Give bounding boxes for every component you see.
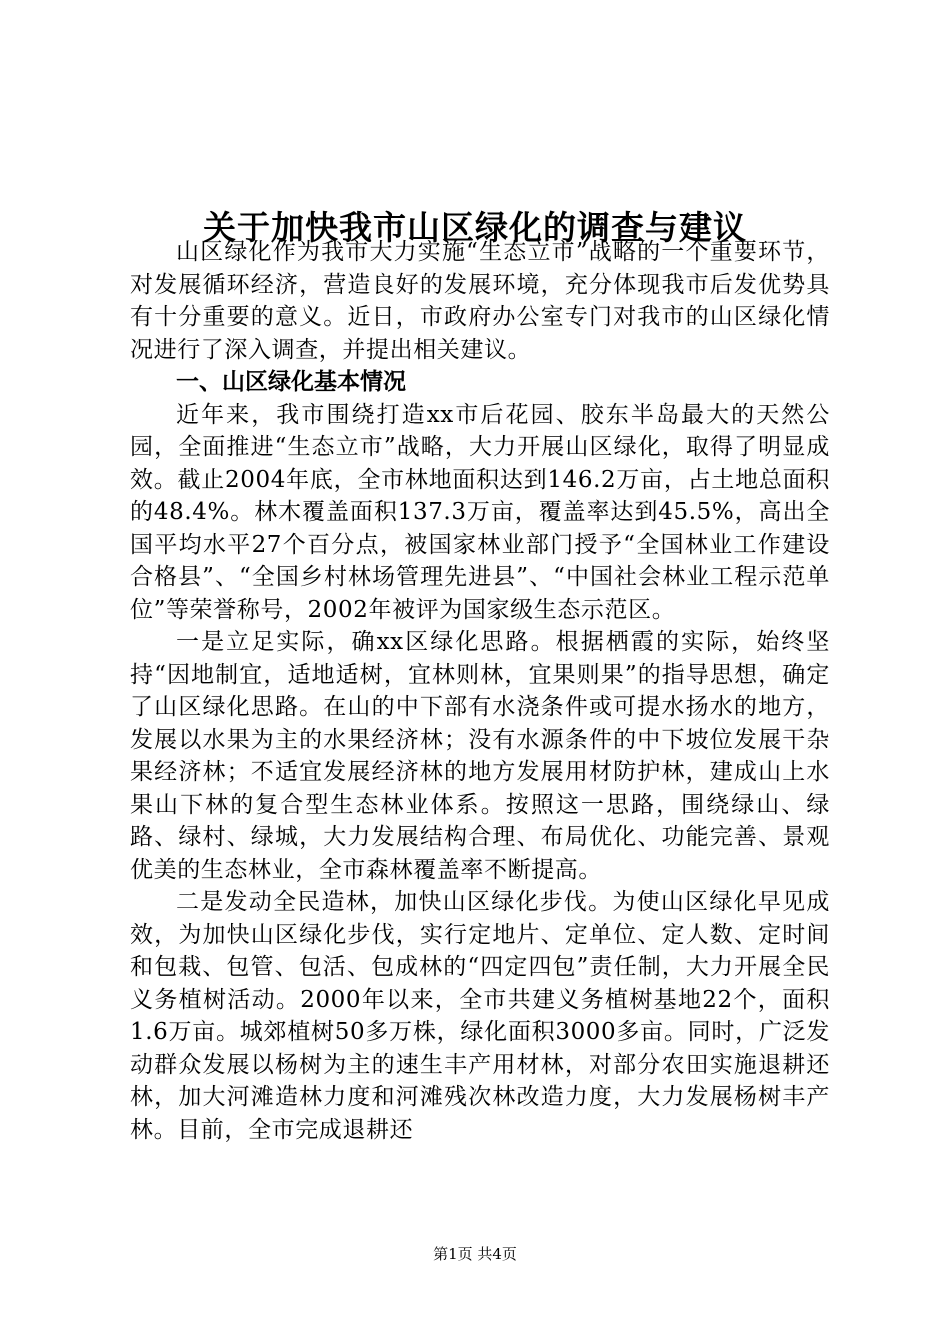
- section-heading: 一、山区绿化基本情况: [176, 368, 406, 395]
- intro-paragraph: 山区绿化作为我市大力实施“生态立市”战略的一个重要环节，对发展循环经济，营造良好的发展环境，充分体现我市后发优势具有十分重要的意义。近日，市政府办公室专门对我市的山区绿化情况进行了深入调查，并提出相关建议。: [130, 239, 830, 363]
- body-paragraph: 近年来，我市围绕打造xx市后花园、胶东半岛最大的天然公园，全面推进“生态立市”战略，大力开展山区绿化，取得了明显成效。截止2004年底，全市林地面积达到146.2万亩，占土地总面积的48.4%。林木覆盖面积137.3万亩，覆盖率达到45.5%，高出全国平均水平27个百分点，被国家林业部门授予“全国林业工作建设合格县”、“全国乡村林场管理先进县”、“中国社会林业工程示范单位”等荣誉称号，2002年被评为国家级生态示范区。: [130, 401, 830, 623]
- page-number-footer: 第1页 共4页: [433, 1245, 517, 1263]
- body-paragraph: 一是立足实际，确xx区绿化思路。根据栖霞的实际，始终坚持“因地制宜，适地适树，宜林则林，宜果则果”的指导思想，确定了山区绿化思路。在山的中下部有水浇条件或可提水扬水的地方，发展以水果为主的水果经济林；没有水源条件的中下坡位发展干杂果经济林；不适宜发展经济林的地方发展用材防护林，建成山上水果山下林的复合型生态林业体系。按照这一思路，围绕绿山、绿路、绿村、绿城，大力发展结构合理、布局优化、功能完善、景观优美的生态林业，全市森林覆盖率不断提高。: [130, 629, 830, 883]
- body-paragraph: 二是发动全民造林，加快山区绿化步伐。为使山区绿化早见成效，为加快山区绿化步伐，实行定地片、定单位、定人数、定时间和包栽、包管、包活、包成林的“四定四包”责任制，大力开展全民义务植树活动。2000年以来，全市共建义务植树基地22个，面积1.6万亩。城郊植树50多万株，绿化面积3000多亩。同时，广泛发动群众发展以杨树为主的速生丰产用材林，对部分农田实施退耕还林，加大河滩造林力度和河滩残次林改造力度，大力发展杨树丰产林。目前，全市完成退耕还: [130, 889, 830, 1143]
- document-title: 关于加快我市山区绿化的调查与建议: [203, 208, 747, 248]
- document-body: [130, 236, 830, 1146]
